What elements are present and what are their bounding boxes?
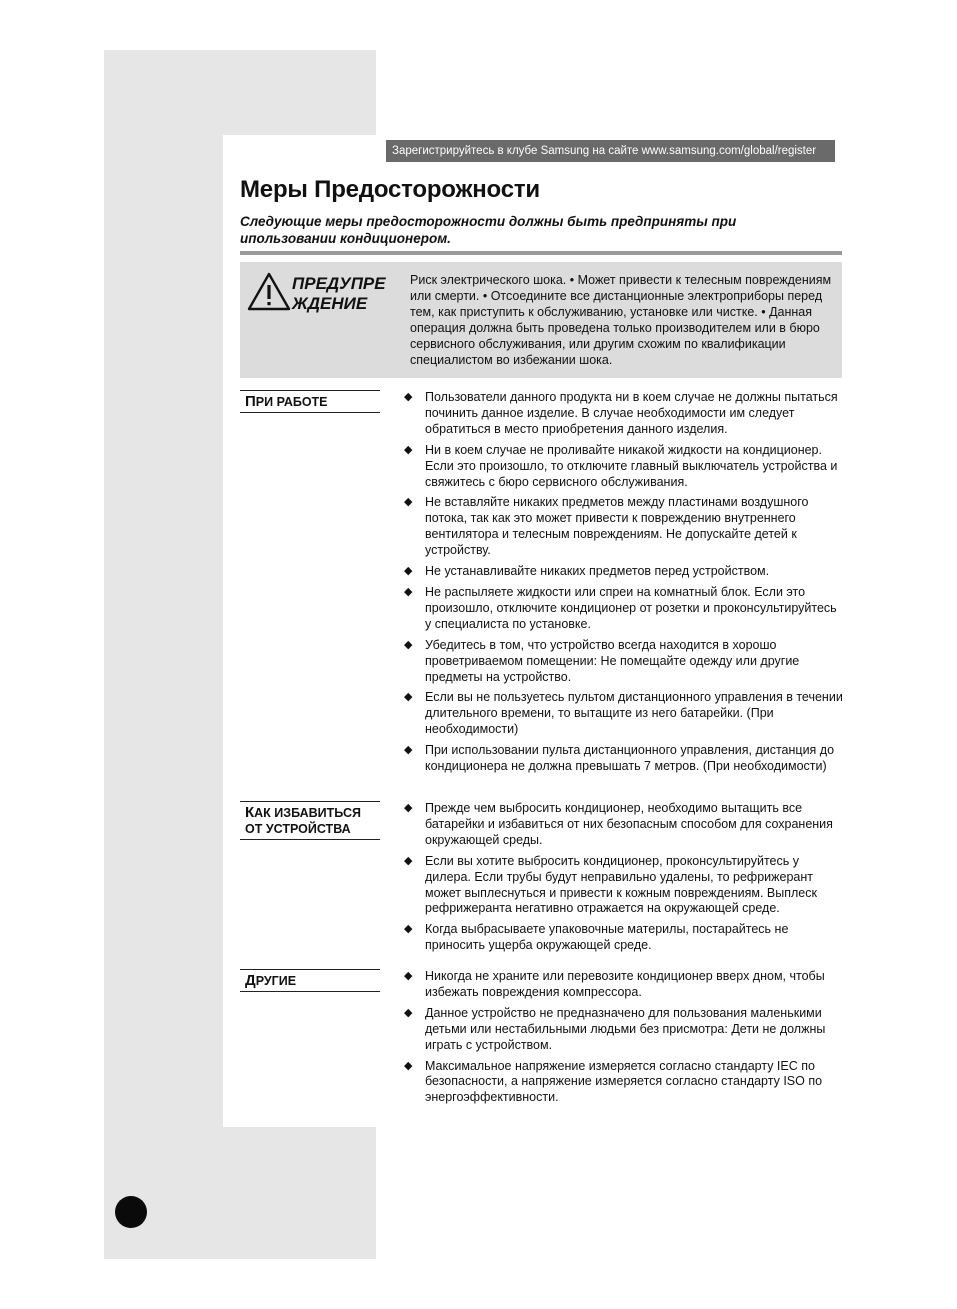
warning-box — [240, 262, 842, 378]
list-item: ◆ Если вы не пользуетесь пультом дистанционного управления в течении длительного времени, то вытащите из него батарейки. (При необходимости) — [404, 690, 843, 737]
diamond-bullet-icon: ◆ — [404, 638, 413, 651]
heading-rest: РУГИЕ — [255, 974, 297, 988]
heading-initial: К — [245, 804, 255, 821]
diamond-bullet-icon: ◆ — [404, 391, 413, 403]
list-item: ◆ Если вы хотите выбросить кондиционер, проконсультируйтесь у дилера. Если трубы будут неправильно удалены, то рефрижерант может выплеснуться и привести к кожным повреждениям. Выплеск рефрижеранта негативно отражается на окружающей среде. — [404, 853, 817, 916]
diamond-bullet-icon: ◆ — [404, 970, 413, 982]
warning-label: ПРЕДУПРЕ ЖДЕНИЕ — [292, 274, 386, 313]
diamond-bullet-icon: ◆ — [404, 585, 413, 598]
list-item: ◆ При использовании пульта дистанционного управления, дистанция до кондиционера не должна превышать 7 метров. (При необходимости) — [404, 743, 835, 774]
list-item: ◆ Данное устройство не предназначено для пользования маленькими детьми или нестабильными людьми без присмотра: Дети не должны играть с устройством. — [404, 1005, 826, 1052]
list-item: ◆ Максимальное напряжение измеряется согласно стандарту IEC по безопасности, а напряжение измеряется согласно стандарту ISO по энергоэффективности. — [404, 1058, 823, 1105]
list-item: ◆ Не устанавливайте никаких предметов перед устройством. — [404, 564, 770, 579]
list-item: ◆ Не распыляете жидкости или спреи на комнатный блок. Если это произошло, отключите кондиционер от розетки и проконсультируйтесь у специалиста по установке. — [404, 584, 837, 631]
heading-initial: П — [245, 393, 256, 410]
list-item: ◆ Пользователи данного продукта ни в коем случае не должны пытаться починить данное изделие. В случае необходимости им следует обратиться в место приобретения данного изделия. — [404, 390, 838, 436]
warning-text: Риск электрического шока. • Может привести к телесным повреждениям или смерти. • Отсоедините все дистанционные электроприборы перед тем, как приступить к обслуживанию, установке или чистке. • Данная операция должна быть проведена только производителем или в бюро сервисного обслуживания, или другим схожим по квалификации специалистом во избежании шока. — [410, 273, 832, 367]
diamond-bullet-icon: ◆ — [404, 496, 413, 509]
diamond-bullet-icon: ◆ — [404, 1006, 413, 1019]
register-banner: Зарегистрируйтесь в клубе Samsung на сайте www.samsung.com/global/register — [386, 140, 835, 162]
title-rule — [240, 251, 842, 255]
heading-rest: АК ИЗБАВИТЬСЯ ОТ УСТРОЙСТВА — [245, 806, 361, 836]
diamond-bullet-icon: ◆ — [404, 923, 413, 936]
heading-initial: Д — [245, 972, 256, 989]
list-item: ◆ Не вставляйте никаких предметов между пластинами воздушного потока, так как это может привести к повреждению внутреннего вентилятора и телесным повреждениям. Не допускайте детей к устройству. — [404, 495, 809, 558]
section-list-operation — [404, 390, 844, 780]
page-subtitle: Следующие меры предосторожности должны быть предприняты при ипользовании кондиционером. — [240, 214, 737, 246]
heading-rest: РИ РАБОТЕ — [255, 395, 328, 409]
list-item: ◆ Прежде чем выбросить кондиционер, необходимо вытащить все батарейки и избавиться от них безопасным способом для сохранения окружающей среды. — [404, 801, 833, 847]
diamond-bullet-icon: ◆ — [404, 802, 413, 814]
section-list-other — [404, 969, 844, 1111]
section-heading-disposal — [240, 801, 380, 840]
list-item: ◆ Никогда не храните или перевозите кондиционер вверх дном, чтобы избежать повреждения компрессора. — [404, 969, 825, 999]
diamond-bullet-icon: ◆ — [404, 691, 413, 704]
list-item: ◆ Ни в коем случае не проливайте никакой жидкости на кондиционер. Если это произошло, то отключите главный выключатель устройства и свяжитесь с бюро сервисного обслуживания. — [404, 442, 838, 489]
warning-triangle-icon — [247, 272, 291, 312]
diamond-bullet-icon: ◆ — [404, 854, 413, 867]
list-item: ◆ Когда выбрасываете упаковочные материлы, постарайтесь не приносить ущерба окружающей среде. — [404, 922, 789, 953]
section-heading-operation — [240, 390, 380, 413]
page-title: Меры Предосторожности — [240, 176, 540, 203]
list-item: ◆ Убедитесь в том, что устройство всегда находится в хорошо проветриваемом помещении: Не помещайте одежду или другие предметы на устройство. — [404, 637, 800, 684]
diamond-bullet-icon: ◆ — [404, 565, 413, 578]
diamond-bullet-icon: ◆ — [404, 744, 413, 757]
section-list-disposal — [404, 801, 844, 959]
section-heading-other — [240, 969, 380, 992]
page-number-dot — [115, 1196, 147, 1228]
diamond-bullet-icon: ◆ — [404, 443, 413, 456]
diamond-bullet-icon: ◆ — [404, 1059, 413, 1072]
